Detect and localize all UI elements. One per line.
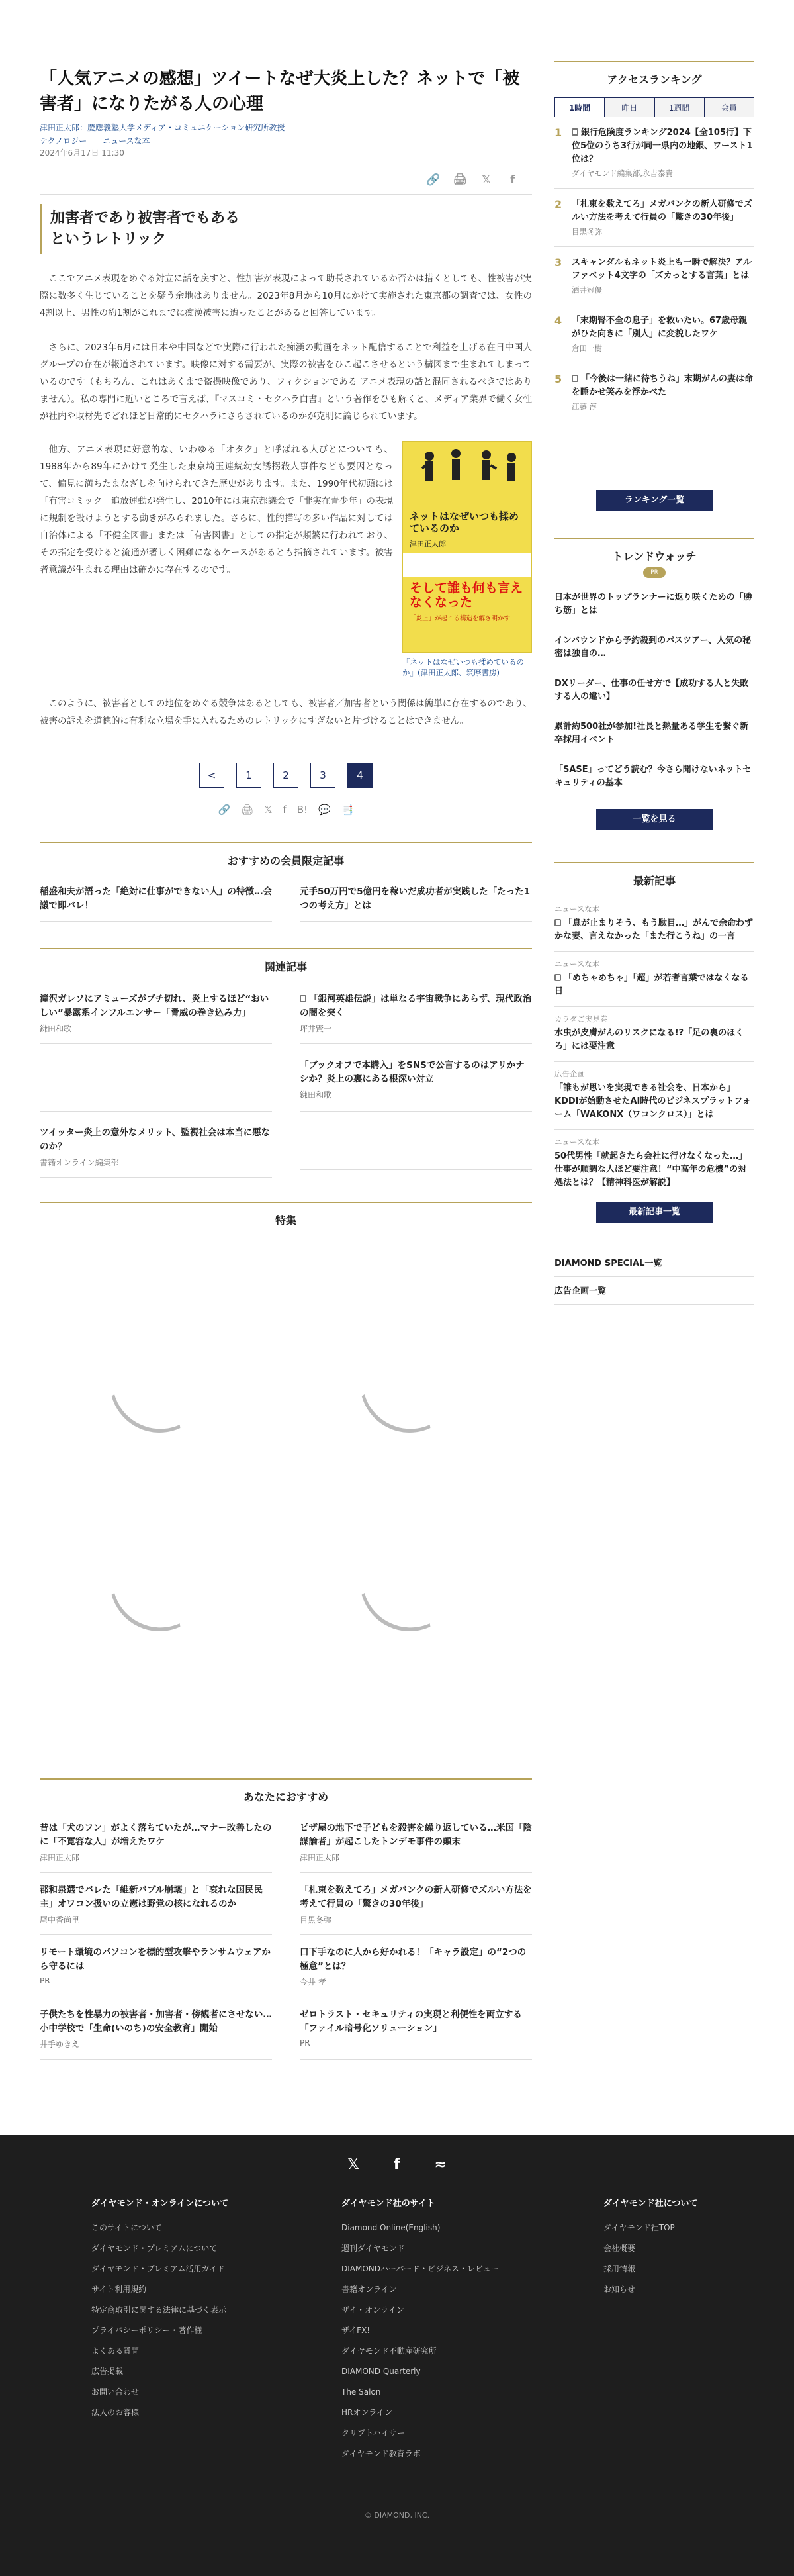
- for-you-item-author: PR: [40, 1976, 50, 1985]
- tab-1-week[interactable]: 1週間: [654, 98, 704, 117]
- link-icon[interactable]: 🔗: [218, 804, 231, 816]
- pager-prev-button[interactable]: <: [199, 763, 224, 788]
- footer-link[interactable]: よくある質問: [91, 2346, 140, 2356]
- hatena-bookmark-icon[interactable]: B!: [296, 804, 308, 816]
- rank-number: 2: [554, 198, 562, 211]
- for-you-item-title: 郡和泉選でバレた「維新バブル崩壊」と「哀れな国民民主」オワコン扱いの立憲は野党の核になれるのか: [40, 1885, 263, 1909]
- related-item-author: 坪井賢一: [300, 1024, 332, 1033]
- related-list: [40, 992, 532, 1192]
- recommended-item[interactable]: 稲盛和夫が語った「絶対に仕事ができない人」の特徴…会議で即バレ！: [40, 885, 272, 922]
- related-item-title: 「銀河英雄伝説」は単なる宇宙戦争にあらず、現代政治の闇を突く: [300, 994, 532, 1018]
- footer-col-sites: [341, 2196, 499, 2469]
- ad-feature-link[interactable]: 広告企画一覧: [554, 1277, 754, 1305]
- for-you-item[interactable]: [40, 1884, 272, 1935]
- trend-item[interactable]: 日本が世界のトップランナーに返り咲くための「勝ち筋」とは: [554, 583, 754, 626]
- related-item[interactable]: [40, 992, 272, 1044]
- footer-link[interactable]: 採用情報: [603, 2264, 636, 2273]
- related-item-title: ツイッター炎上の意外なメリット、監視社会は本当に悪なのか？: [40, 1127, 271, 1152]
- rank-number: 4: [554, 314, 562, 327]
- latest-item-category: 広告企画: [554, 1069, 585, 1078]
- for-you-item-title: リモート環境のパソコンを標的型攻撃やランサムウェアから守るには: [40, 1947, 271, 1972]
- latest-item-title: 「息が止まりそう、もう駄目…」がんで余命わずかな妻、言えなかった「また行こうね」の一言: [554, 918, 754, 941]
- share-toolbar-bottom: [40, 804, 532, 816]
- footer-link[interactable]: 特定商取引に関する法律に基づく表示: [91, 2305, 227, 2314]
- for-you-item-author: 津田正太郎: [300, 1853, 340, 1862]
- for-you-item[interactable]: [300, 1884, 532, 1935]
- ranking-item[interactable]: [554, 189, 754, 247]
- comment-icon[interactable]: 💬: [318, 804, 331, 816]
- ranking-item-author: 目黒冬弥: [572, 227, 602, 236]
- x-icon[interactable]: 𝕏: [264, 804, 273, 816]
- latest-list-button[interactable]: 最新記事一覧: [596, 1202, 713, 1223]
- for-you-item-author: PR: [300, 2038, 310, 2048]
- pager-page-1[interactable]: 1: [236, 763, 261, 788]
- book-cover-title: ネットはなぜいつも揉めているのか: [410, 510, 519, 534]
- facebook-icon[interactable]: f: [283, 804, 287, 816]
- section-heading: [40, 204, 532, 254]
- latest-item-category: カラダご実見巻: [554, 1014, 608, 1024]
- footer-link[interactable]: プライバシーポリシー・著作権: [91, 2326, 202, 2335]
- ranking-item[interactable]: [554, 117, 754, 189]
- ranking-item-author: ダイヤモンド編集部,永吉泰貴: [572, 169, 673, 178]
- section-heading-line-2: というレトリック: [50, 231, 167, 248]
- for-you-item-title: 昔は「犬のフン」がよく落ちていたが…マナー改善したのに「不寛容な人」が増えたワケ: [40, 1823, 272, 1847]
- latest-item-title: 「めちゃめちゃ」「超」が若者言葉ではなくなる日: [554, 973, 749, 996]
- link-icon[interactable]: 🔗: [426, 173, 441, 187]
- latest-item-title: 「誰もが思いを実現できる社会を、日本から」KDDIが始動させたAI時代のビジネスプラットフォーム「WAKONX（ワコンクロス）」とは: [554, 1083, 751, 1120]
- footer-link[interactable]: 書籍オンライン: [341, 2285, 397, 2294]
- print-icon[interactable]: 🖨: [241, 804, 254, 816]
- for-you-item-title: 子供たちを性暴力の被害者・加害者・傍観者にさせない…小中学校で「生命(いのち)の安全教育」開始: [40, 2009, 272, 2034]
- article-tags: [40, 135, 532, 147]
- latest-item[interactable]: [554, 952, 754, 1007]
- features-heading: 特集: [40, 1202, 532, 1227]
- ranking-item[interactable]: [554, 305, 754, 363]
- lock-icon: [572, 128, 578, 136]
- recommended-item[interactable]: 元手50万円で5億円を稼いだ成功者が実践した「たった1つの考え方」とは: [300, 885, 532, 922]
- rank-number: 3: [554, 256, 562, 269]
- footer-link[interactable]: ダイヤモンド・プレミアムについて: [91, 2244, 218, 2253]
- share-toolbar: [40, 166, 532, 195]
- footer-link[interactable]: サイト利用規約: [91, 2285, 147, 2294]
- for-you-item[interactable]: [40, 1821, 272, 1873]
- loading-spinner-icon: [343, 1317, 475, 1449]
- footer-link[interactable]: Diamond Online(English): [341, 2223, 441, 2232]
- footer-link[interactable]: 広告掲載: [91, 2367, 124, 2376]
- footer-link[interactable]: 会社概要: [603, 2244, 636, 2253]
- related-heading: 関連記事: [40, 948, 532, 974]
- features-loading-area: [40, 1227, 532, 1770]
- book-cover-slogan: そして誰も何も言えなくなった: [410, 581, 523, 610]
- for-you-item[interactable]: [40, 2008, 272, 2060]
- article-paragraph: 他方、アニメ表現に好意的な、いわゆる「オタク」と呼ばれる人びとについても、1988年から89年にかけて発生した東京埼玉連続幼女誘拐殺人事件なども要因となって、偏見に満ちたまなざしを向けられてきた歴史があります。また、1990年代初頭には「有害コミック」追放運動が発生し、2010年には東京都議会で「非実在青少年」の表現に規制を設けようとする動きがみられました。さらに、性的描写の多い作品に対しては自治体による「不健全図書」または「有害図書」としての指定が頻繁に行われており、その指定を受けると流通が著しく困難になるケースがあるとも指摘されています。被害者意識が生まれる理由は確かに存在するのです。: [40, 444, 393, 575]
- trend-item[interactable]: DXリーダー、仕事の任せ方で【成功する人と失敗する人の違い】: [554, 669, 754, 712]
- main-column: [40, 66, 532, 2070]
- latest-item[interactable]: [554, 897, 754, 952]
- ranking-item-author: 江藤 淳: [572, 402, 597, 411]
- for-you-item-author: 井手ゆきえ: [40, 2040, 80, 2049]
- bookmark-icon[interactable]: 📑: [341, 804, 354, 816]
- lock-icon: [554, 919, 561, 926]
- for-you-item-author: 尾中香尚里: [40, 1915, 80, 1925]
- for-you-item[interactable]: [300, 1821, 532, 1873]
- footer-link[interactable]: HRオンライン: [341, 2408, 393, 2417]
- lock-icon: [554, 974, 561, 981]
- footer-link[interactable]: お問い合わせ: [91, 2387, 140, 2397]
- latest-item-title: 水虫が皮膚がんのリスクになる!?「足の裏のほくろ」には要注意: [554, 1028, 744, 1051]
- ranking-heading: アクセスランキング: [554, 61, 754, 87]
- loading-spinner-icon: [93, 1515, 225, 1647]
- section-heading-line-1: 加害者であり被害者でもある: [50, 210, 240, 226]
- latest-heading: 最新記事: [554, 862, 754, 888]
- book-caption-link[interactable]: 『ネットはなぜいつも揉めているのか』(津田正太郎、筑摩書房): [402, 657, 524, 677]
- for-you-list: [40, 1821, 532, 2070]
- lock-icon: [572, 375, 578, 382]
- footer-col-title: ダイヤモンド社について: [603, 2199, 698, 2209]
- for-you-item[interactable]: [40, 1946, 272, 1997]
- related-item[interactable]: [40, 1126, 272, 1178]
- footer-link[interactable]: クリプトハイサー: [341, 2428, 405, 2438]
- related-item-author: 書籍オンライン編集部: [40, 1158, 119, 1167]
- footer-link[interactable]: ダイヤモンド社TOP: [603, 2223, 675, 2232]
- footer-link[interactable]: ザイ・オンライン: [341, 2305, 404, 2314]
- article-paragraph: さらに、2023年6月には日本や中国などで実際に行われた痴漢の動画をネット配信することで利益を上げる在日中国人グループの存在が報道されています。映像に対する需要が、実際の被害をひこ起こさせるという構図まで生まれてしまっているのです（もちろん、これはあくまで盗撮映像であり、フィクションである アニメ表現の話と混同されるべきではありません）。私の専門に近いところで言えば、『マスコミ・セクハラ白書』という著作をひも解くと、メディア業界で働く女性が社内や取材先でどれほど日常的にセクハラにさらされているのかが克明に論じられています。: [40, 342, 532, 422]
- x-icon[interactable]: 𝕏: [482, 173, 491, 187]
- tab-1-hour[interactable]: 1時間: [555, 98, 604, 117]
- facebook-icon[interactable]: f: [393, 2156, 400, 2173]
- sidebar: [554, 61, 754, 1305]
- diamond-special-link[interactable]: DIAMOND SPECIAL一覧: [554, 1249, 754, 1277]
- tag-link[interactable]: ニュースな本: [103, 136, 150, 146]
- latest-item-category: ニュースな本: [554, 1137, 600, 1147]
- footer-link[interactable]: DIAMOND Quarterly: [341, 2367, 421, 2376]
- ranking-item-title: 「札束を数えてろ」メガバンクの新人研修でズルい方法を考えて行員の「驚きの30年後」: [572, 199, 752, 222]
- related-item-empty: [300, 1126, 532, 1170]
- ranking-item-title: 銀行危険度ランキング2024【全105行】下位5位のうち3行が同一県内の地銀、ワースト1位は？: [572, 128, 753, 164]
- loading-spinner-icon: [343, 1515, 475, 1647]
- copyright-text: © DIAMOND, INC.: [364, 2511, 430, 2520]
- footer-col-title: ダイヤモンド・オンラインについて: [91, 2199, 229, 2209]
- tag-link[interactable]: テクノロジー: [40, 136, 87, 146]
- for-you-item-author: 目黒冬弥: [300, 1915, 332, 1925]
- footer-link[interactable]: 法人のお客様: [91, 2408, 140, 2417]
- x-icon[interactable]: 𝕏: [347, 2156, 359, 2173]
- trend-item[interactable]: 累計約500社が参加!社長と熱量ある学生を繋ぐ新卒採用イベント: [554, 712, 754, 755]
- trend-list-button[interactable]: 一覧を見る: [596, 809, 713, 830]
- ranking-list-button[interactable]: ランキング一覧: [596, 490, 713, 511]
- book-cover-image[interactable]: [402, 441, 532, 653]
- publish-date: 2024年6月17日 11:30: [40, 148, 124, 158]
- for-you-item[interactable]: [300, 2008, 532, 2060]
- for-you-item-author: 今井 孝: [300, 1978, 326, 1987]
- tab-members[interactable]: 会員: [704, 98, 754, 117]
- footer-col-company: [603, 2196, 697, 2305]
- for-you-item-title: ピザ屋の地下で子どもを殺害を繰り返している…米国「陰謀論者」が起こしたトンデモ事件の顛末: [300, 1823, 532, 1847]
- footer-link[interactable]: このサイトについて: [91, 2223, 162, 2232]
- pager-page-3[interactable]: 3: [310, 763, 335, 788]
- ranking-list: [554, 117, 754, 421]
- ranking-tabs: [554, 97, 754, 117]
- related-item-author: 鎌田和歌: [40, 1024, 72, 1033]
- footer-link[interactable]: ダイヤモンド教育ラボ: [341, 2449, 421, 2458]
- book-cover-figures: [403, 442, 532, 510]
- related-item-title: 滝沢ガレソにアミューズがブチ切れ、炎上するほど“おいしい”暴露系インフルエンサー「脅威の巻き込み力」: [40, 994, 269, 1018]
- recommended-heading: おすすめの会員限定記事: [40, 842, 532, 868]
- footer-link[interactable]: DIAMONDハーバード・ビジネス・レビュー: [341, 2264, 500, 2273]
- related-item[interactable]: [300, 1059, 532, 1112]
- related-item[interactable]: [300, 992, 532, 1044]
- trend-heading: トレンドウォッチ: [554, 538, 754, 563]
- book-cover-band-bg: [403, 553, 532, 577]
- pr-badge: PR: [643, 567, 666, 578]
- for-you-item-author: 津田正太郎: [40, 1853, 80, 1862]
- facebook-icon[interactable]: f: [510, 173, 515, 187]
- book-cover-author: 津田正太郎: [410, 540, 446, 548]
- rank-number: 1: [554, 126, 562, 139]
- related-item-author: 鎌田和歌: [300, 1090, 332, 1100]
- ranking-item-title: スキャンダルもネット炎上も一瞬で解決？アルファベット4文字の「ズカっとする言葉」とは: [572, 258, 752, 281]
- footer-link[interactable]: 週刊ダイヤモンド: [341, 2244, 405, 2253]
- site-footer: [0, 2135, 794, 2576]
- for-you-heading: あなたにおすすめ: [40, 1778, 532, 1804]
- latest-item-title: 50代男性「就起きたら会社に行けなくなった…」仕事が順調な人ほど要注意！“中高年の危機”の対処法とは？【精神科医が解説】: [554, 1151, 748, 1188]
- footer-link[interactable]: ダイヤモンド・プレミアム活用ガイド: [91, 2264, 226, 2273]
- ranking-item-title: 「末期腎不全の息子」を救いたい。67歳母親がひた向きに「別人」に変貌したワケ: [572, 316, 748, 339]
- article-title: 「人気アニメの感想」ツイートなぜ大炎上した？ネットで「被害者」になりたがる人の心理: [40, 69, 520, 114]
- rank-number: 5: [554, 373, 562, 385]
- for-you-item-title: ゼロトラスト・セキュリティの実現と利便性を両立する「ファイル暗号化ソリューション」: [300, 2009, 522, 2034]
- loading-spinner-icon: [93, 1317, 225, 1449]
- latest-item[interactable]: [554, 1007, 754, 1062]
- ranking-item-title: 「今後は一緒に待ちうね」末期がんの妻は命を睡かせ笑みを浮かべた: [572, 374, 754, 397]
- ranking-item-author: 酒井冠優: [572, 285, 602, 295]
- latest-item-category: ニュースな本: [554, 904, 600, 914]
- tab-yesterday[interactable]: 昨日: [604, 98, 654, 117]
- related-item-empty: [40, 1059, 272, 1112]
- pager-page-4[interactable]: 4: [347, 763, 373, 788]
- recommended-list: [40, 885, 532, 922]
- trend-item[interactable]: インバウンドから予約殺到のパスツアー、人気の秘密は独自の…: [554, 626, 754, 669]
- book-figure: [402, 441, 532, 678]
- latest-item[interactable]: [554, 1062, 754, 1130]
- latest-item-category: ニュースな本: [554, 959, 600, 969]
- for-you-item-title: 「札束を数えてろ」メガバンクの新人研修でズルい方法を考えて行員の「驚きの30年後」: [300, 1885, 532, 1909]
- article-paragraph: このように、被害者としての地位をめぐる競争はあるとしても、被害者／加害者という関係は簡単に存在するのであり、被害の訴えを道徳的に有利な立場を手に入れるためのレトリックにすぎないと片づけることはできません。: [40, 698, 532, 726]
- footer-link[interactable]: The Salon: [341, 2387, 381, 2397]
- latest-list: [554, 897, 754, 1198]
- lock-icon: [300, 995, 306, 1002]
- latest-item[interactable]: [554, 1130, 754, 1198]
- ranking-item-author: 倉田一樹: [572, 344, 602, 353]
- footer-col-title: ダイヤモンド社のサイト: [341, 2199, 435, 2209]
- rss-icon[interactable]: ≈: [434, 2156, 447, 2173]
- pager-page-2[interactable]: 2: [273, 763, 298, 788]
- for-you-item-title: 口下手なのに人から好かれる！「キャラ設定」の“2つの極意”とは？: [300, 1947, 527, 1972]
- footer-social-links: [0, 2156, 794, 2173]
- author-link[interactable]: 津田正太郎：慶應義塾大学メディア・コミュニケーション研究所教授: [40, 123, 285, 132]
- trend-item[interactable]: 「SASE」ってどう読む？今さら聞けないネットセキュリティの基本: [554, 755, 754, 798]
- ranking-item[interactable]: [554, 363, 754, 421]
- print-icon[interactable]: 🖨: [453, 173, 467, 187]
- related-item-title: 「ブックオフで本購入」をSNSで公言するのはアリかナシか？炎上の裏にある根深い対立: [300, 1060, 525, 1084]
- trend-list: [554, 583, 754, 798]
- footer-col-about: [91, 2196, 228, 2428]
- footer-link[interactable]: ザイFX!: [341, 2326, 371, 2335]
- footer-link[interactable]: お知らせ: [603, 2285, 635, 2294]
- paragraph-with-image: [40, 441, 532, 678]
- article-paragraph: ここでアニメ表現をめぐる対立に話を戻すと、性加害が表現によって助長されているか否かは措くとしても、性被害が実際に数多く生じていることを疑う余地はありません。2023年8月から10月にかけて実施された東京都の調査では、女性の4割以上、男性の約1割がこれまでに痴漢被害に遭ったことがあると回答しています。: [40, 273, 532, 318]
- pagination: [40, 763, 532, 788]
- book-cover-band-text: 「炎上」が起こる構造を解き明かす: [410, 615, 511, 622]
- for-you-item[interactable]: [300, 1946, 532, 1997]
- footer-link[interactable]: ダイヤモンド不動産研究所: [341, 2346, 437, 2356]
- ranking-item[interactable]: [554, 247, 754, 305]
